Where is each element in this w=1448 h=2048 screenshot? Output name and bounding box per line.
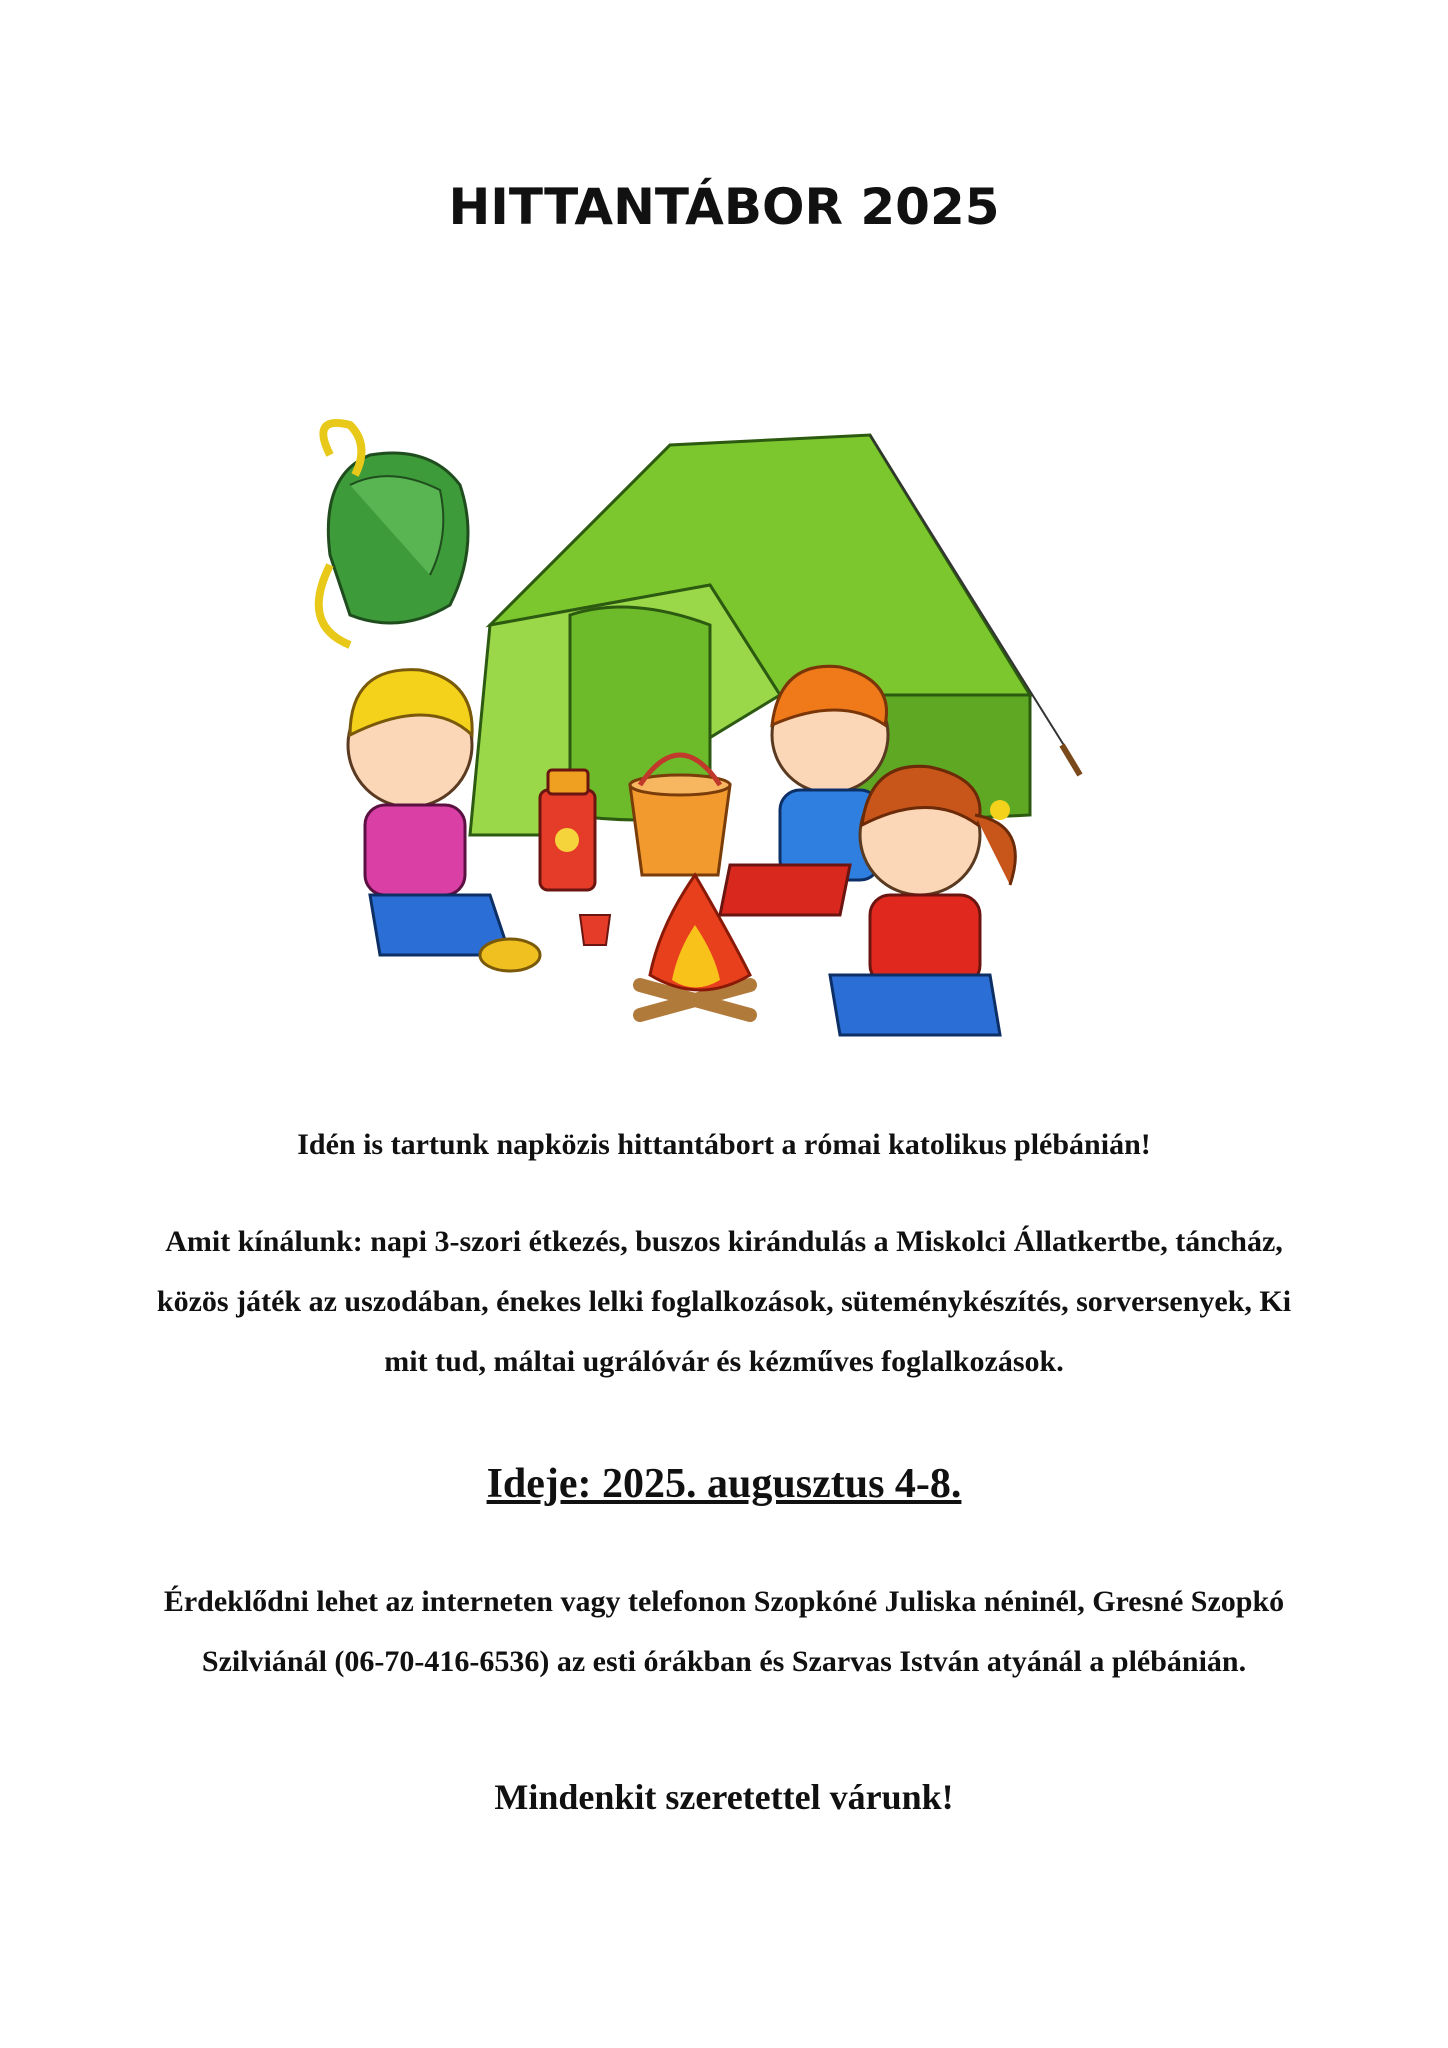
contact-text: Érdeklődni lehet az interneten vagy telefonon Szopkóné Juliska néninél, Gresné Szopkó Szilviánál (06-70-416-6536) az esti órákban és Szarvas István atyánál a plébánián. [163,1585,1285,1678]
backpack-icon [319,423,468,645]
date-heading: Ideje: 2025. augusztus 4-8. [486,1461,962,1507]
page-title: HITTANTÁBOR 2025 [448,178,1000,236]
closing-text: Mindenkit szeretettel várunk! [494,1777,954,1817]
offer-text: Amit kínálunk: napi 3-szori étkezés, buszos kirándulás a Miskolci Állatkertbe, táncház, közös játék az uszodában, énekes lelki foglalkozások, süteménykészítés, sorversenyek, Ki mit tud, máltai ugrálóvár és kézműves foglalkozások. [156,1225,1292,1378]
camp-illustration-icon [310,395,1110,1085]
intro-text: Idén is tartunk napközis hittantábort a római katolikus plébánián! [297,1128,1151,1161]
